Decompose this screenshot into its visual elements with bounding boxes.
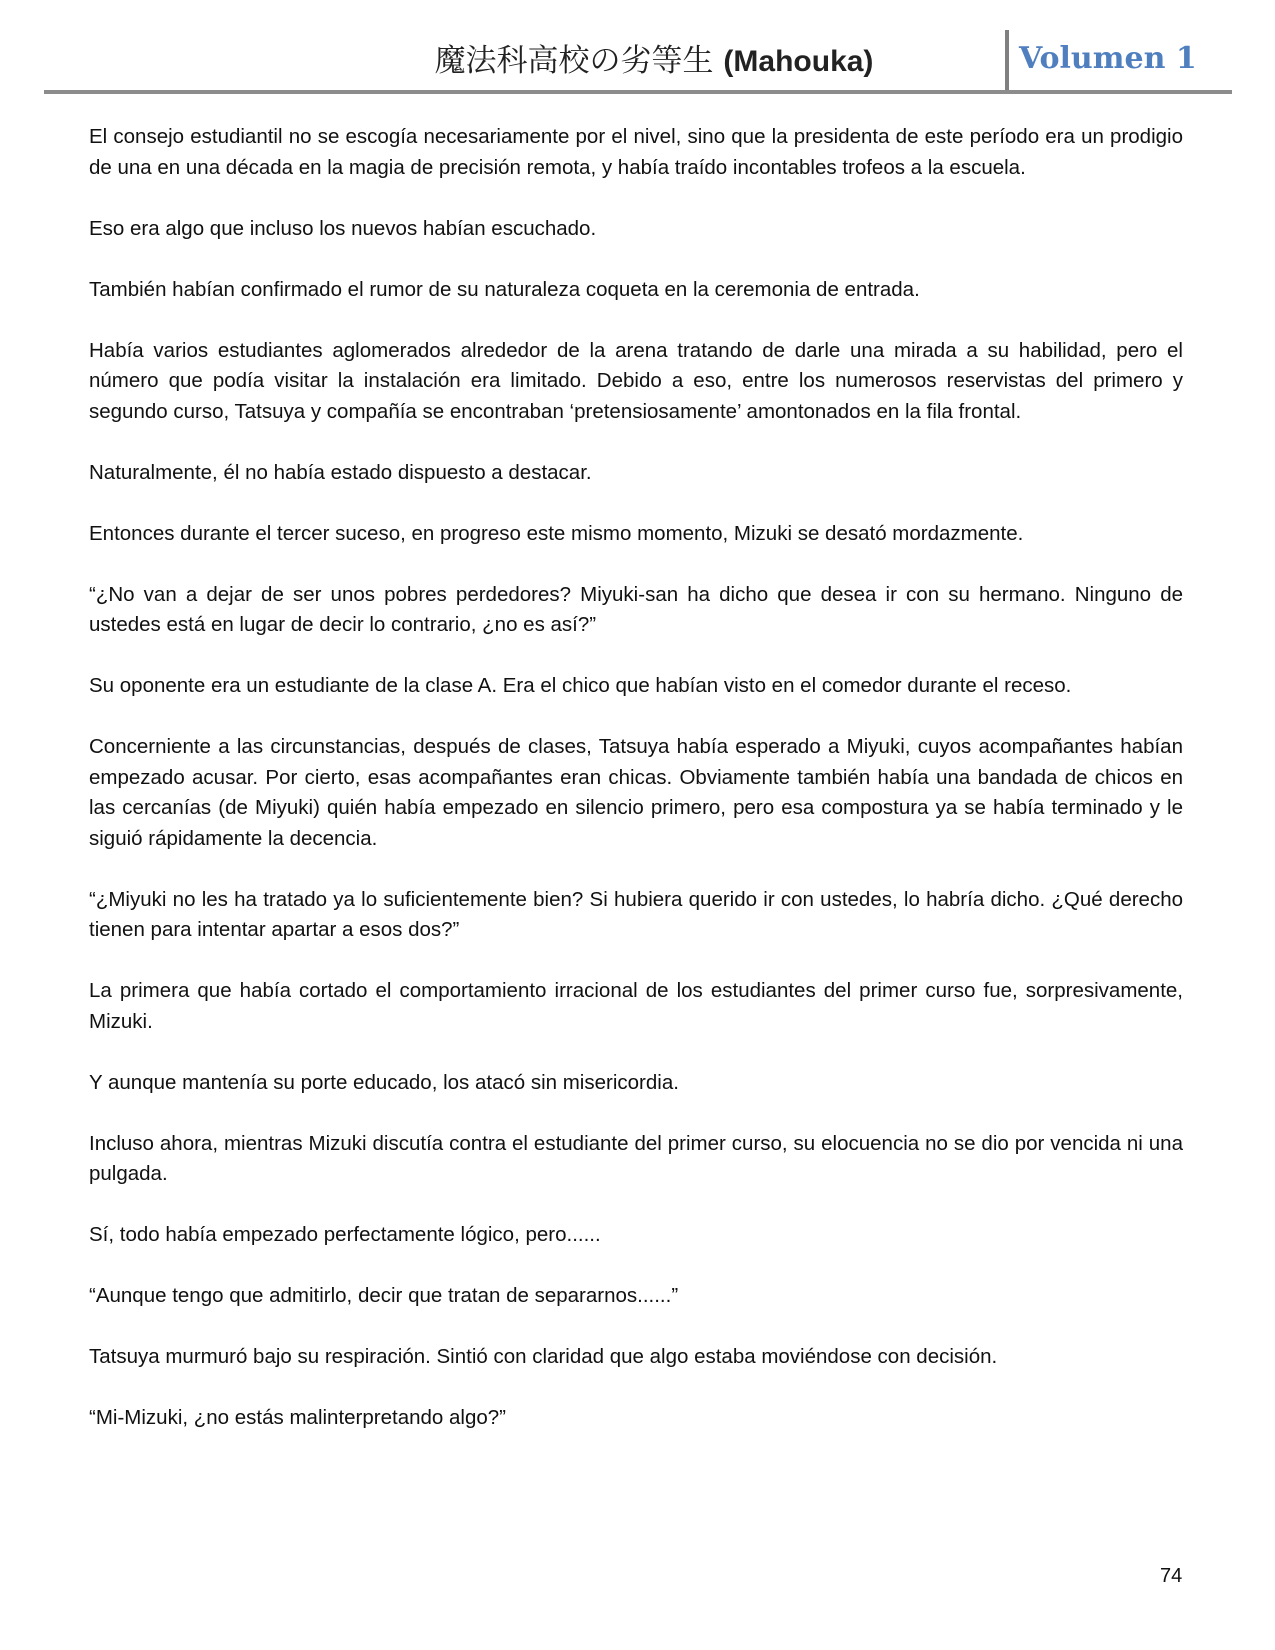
book-title (264, 40, 1044, 83)
paragraph: Eso era algo que incluso los nuevos habían escuchado. (89, 216, 597, 240)
volume-label: Volumen 1 (1019, 41, 1197, 76)
page-header (44, 28, 1232, 94)
paragraph: Naturalmente, él no había estado dispuesto a destacar. (89, 460, 592, 484)
header-divider (1005, 30, 1009, 92)
paragraph: El consejo estudiantil no se escogía necesariamente por el nivel, sino que la presidenta de este período era un prodigio de una en una década en la magia de precisión remota, y había traído incontables trofeos a la escuela. (89, 125, 1183, 179)
paragraph: La primera que había cortado el comportamiento irracional de los estudiantes del primer curso fue, sorpresivamente, Mizuki. (89, 979, 1183, 1033)
paragraph: “¿No van a dejar de ser unos pobres perdedores? Miyuki-san ha dicho que desea ir con su hermano. Ninguno de ustedes está en lugar de decir lo contrario, ¿no es así?” (89, 582, 1183, 636)
paragraph: Su oponente era un estudiante de la clase A. Era el chico que habían visto en el comedor durante el receso. (89, 674, 1072, 697)
paragraph: “Aunque tengo que admitirlo, decir que tratan de separarnos......” (89, 1284, 679, 1307)
paragraph: Tatsuya murmuró bajo su respiración. Sintió con claridad que algo estaba moviéndose con decisión. (89, 1345, 998, 1368)
book-title-latin: (Mahouka) (723, 45, 874, 78)
page-body (89, 122, 1183, 1464)
paragraph: Entonces durante el tercer suceso, en progreso este mismo momento, Mizuki se desató mordazmente. (89, 521, 1024, 545)
paragraph: “¿Miyuki no les ha tratado ya lo suficientemente bien? Si hubiera querido ir con ustedes, lo habría dicho. ¿Qué derecho tienen para intentar apartar a esos dos?” (89, 887, 1183, 941)
paragraph: También habían confirmado el rumor de su naturaleza coqueta en la ceremonia de entrada. (89, 277, 920, 301)
paragraph: Y aunque mantenía su porte educado, los atacó sin misericordia. (89, 1070, 679, 1094)
paragraph: Había varios estudiantes aglomerados alrededor de la arena tratando de darle una mirada a su habilidad, pero el número que podía visitar la instalación era limitado. Debido a eso, entre los numerosos reservistas del primero y segundo curso, Tatsuya y compañía se encontraban ‘pretensiosamente’ amontonados en la fila frontal. (89, 338, 1183, 423)
page-number: 74 (1160, 1565, 1183, 1587)
paragraph: Concerniente a las circunstancias, después de clases, Tatsuya había esperado a Miyuki, cuyos acompañantes habían empezado acusar. Por cierto, esas acompañantes eran chicas. Obviamente también había una bandada de chicos en las cercanías (de Miyuki) quién había empezado en silencio primero, pero esa compostura ya se había terminado y le siguió rápidamente la decencia. (89, 735, 1183, 850)
paragraph: Incluso ahora, mientras Mizuki discutía contra el estudiante del primer curso, su elocuencia no se dio por vencida ni una pulgada. (89, 1131, 1183, 1185)
header-rule (44, 90, 1232, 94)
paragraph: “Mi-Mizuki, ¿no estás malinterpretando algo?” (89, 1406, 506, 1429)
paragraph: Sí, todo había empezado perfectamente lógico, pero...... (89, 1223, 601, 1246)
book-title-japanese: 魔法科高校の劣等生 (434, 43, 714, 79)
